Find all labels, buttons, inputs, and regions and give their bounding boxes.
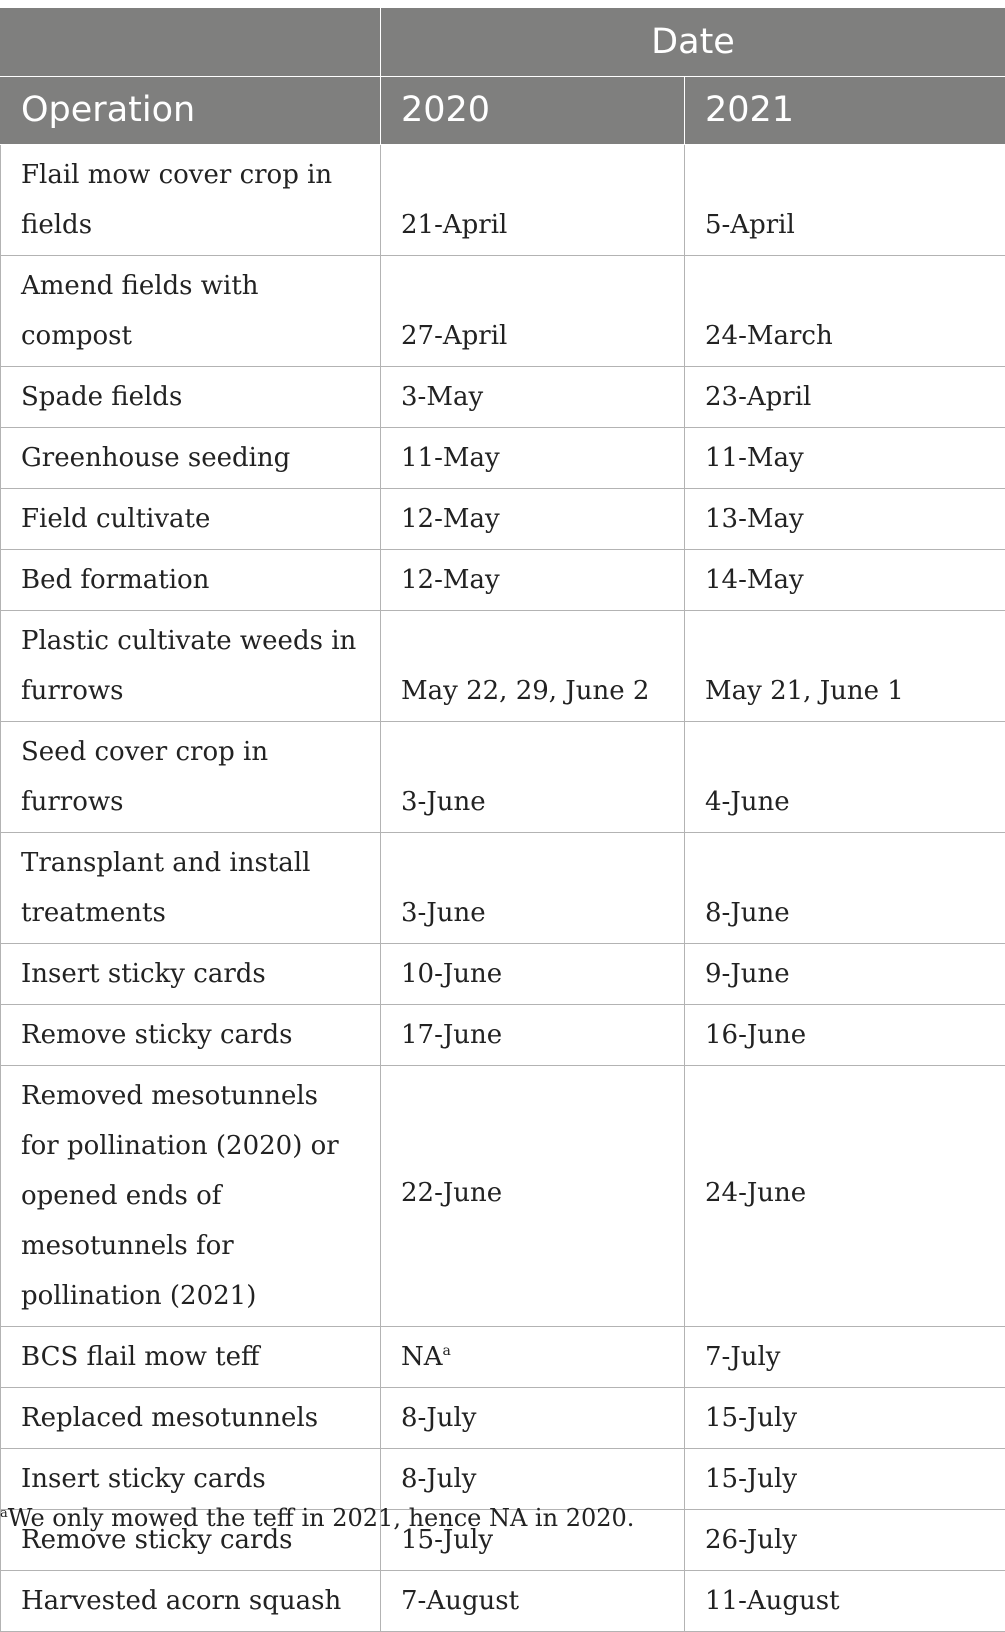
date-2020-cell: 8-July bbox=[381, 1387, 685, 1448]
table-row bbox=[1, 255, 1005, 366]
date-2021-cell: 15-July bbox=[685, 1448, 1005, 1509]
date-2020-cell: 3-June bbox=[381, 832, 685, 943]
operation-cell: Flail mow cover crop in fields bbox=[1, 144, 381, 255]
date-2020-cell: 8-July bbox=[381, 1448, 685, 1509]
date-2021-cell: 5-April bbox=[685, 144, 1005, 255]
table-row bbox=[1, 832, 1005, 943]
operation-cell: Transplant and install treatments bbox=[1, 832, 381, 943]
table-row bbox=[1, 1065, 1005, 1326]
table-row bbox=[1, 1326, 1005, 1387]
operation-cell: Remove sticky cards bbox=[1, 1509, 381, 1570]
operation-cell: Amend fields with compost bbox=[1, 255, 381, 366]
operation-cell: Harvested acorn squash bbox=[1, 1570, 381, 1631]
date-2021-cell: 24-March bbox=[685, 255, 1005, 366]
table-row bbox=[1, 488, 1005, 549]
date-2021-cell: 24-June bbox=[685, 1065, 1005, 1326]
date-2021-cell: 9-June bbox=[685, 943, 1005, 1004]
date-2021-cell: 11-August bbox=[685, 1570, 1005, 1631]
date-2021-cell: 26-July bbox=[685, 1509, 1005, 1570]
date-2021-cell: 14-May bbox=[685, 549, 1005, 610]
date-2020-cell: 15-July bbox=[381, 1509, 685, 1570]
operation-cell: Remove sticky cards bbox=[1, 1004, 381, 1065]
operation-cell: Plastic cultivate weeds in furrows bbox=[1, 610, 381, 721]
date-2020-cell: 12-May bbox=[381, 488, 685, 549]
footnote-marker: a bbox=[0, 1506, 8, 1521]
header-column-row bbox=[1, 76, 1005, 144]
operation-cell: Removed mesotunnels for pollination (2020) or opened ends of mesotunnels for pollination (2021) bbox=[1, 1065, 381, 1326]
table-row bbox=[1, 549, 1005, 610]
date-2020-cell: 27-April bbox=[381, 255, 685, 366]
operation-cell: Seed cover crop in furrows bbox=[1, 721, 381, 832]
date-2021-cell: 7-July bbox=[685, 1326, 1005, 1387]
date-2020-cell: 22-June bbox=[381, 1065, 685, 1326]
date-2021-cell: 8-June bbox=[685, 832, 1005, 943]
date-2020-cell: 12-May bbox=[381, 549, 685, 610]
operation-cell: Insert sticky cards bbox=[1, 1448, 381, 1509]
table-row bbox=[1, 427, 1005, 488]
table-row bbox=[1, 366, 1005, 427]
date-2021-cell: 13-May bbox=[685, 488, 1005, 549]
table-row bbox=[1, 610, 1005, 721]
table-row bbox=[1, 1570, 1005, 1631]
date-2020-cell bbox=[381, 1326, 685, 1387]
operation-cell: Greenhouse seeding bbox=[1, 427, 381, 488]
table-row bbox=[1, 1448, 1005, 1509]
operation-cell: BCS flail mow teff bbox=[1, 1326, 381, 1387]
operation-cell: Replaced mesotunnels bbox=[1, 1387, 381, 1448]
date-2021-cell: 23-April bbox=[685, 366, 1005, 427]
date-2021-cell: 11-May bbox=[685, 427, 1005, 488]
header-blank-cell bbox=[1, 8, 381, 76]
table-footnote bbox=[0, 1504, 634, 1532]
table-row bbox=[1, 1004, 1005, 1065]
footnote-text: We only mowed the teff in 2021, hence NA in 2020. bbox=[8, 1504, 635, 1532]
date-2020-cell: 3-May bbox=[381, 366, 685, 427]
date-2020-cell: 7-August bbox=[381, 1570, 685, 1631]
operation-cell: Spade fields bbox=[1, 366, 381, 427]
table-row bbox=[1, 721, 1005, 832]
date-value: NA bbox=[401, 1342, 443, 1372]
header-2020: 2020 bbox=[381, 76, 685, 144]
footnote-marker: a bbox=[443, 1343, 451, 1359]
table-row bbox=[1, 144, 1005, 255]
operation-cell: Field cultivate bbox=[1, 488, 381, 549]
date-2020-cell: 3-June bbox=[381, 721, 685, 832]
header-group-row bbox=[1, 8, 1005, 76]
operations-table bbox=[0, 8, 1005, 1632]
date-2021-cell: 4-June bbox=[685, 721, 1005, 832]
header-operation: Operation bbox=[1, 76, 381, 144]
date-2020-cell: 11-May bbox=[381, 427, 685, 488]
date-2020-cell: 21-April bbox=[381, 144, 685, 255]
header-date: Date bbox=[381, 8, 1005, 76]
date-2021-cell: 16-June bbox=[685, 1004, 1005, 1065]
date-2020-cell: 10-June bbox=[381, 943, 685, 1004]
operation-cell: Insert sticky cards bbox=[1, 943, 381, 1004]
table-row bbox=[1, 943, 1005, 1004]
date-2021-cell: 15-July bbox=[685, 1387, 1005, 1448]
date-2020-cell: May 22, 29, June 2 bbox=[381, 610, 685, 721]
date-2020-cell: 17-June bbox=[381, 1004, 685, 1065]
date-2021-cell: May 21, June 1 bbox=[685, 610, 1005, 721]
operation-cell: Bed formation bbox=[1, 549, 381, 610]
table-row bbox=[1, 1387, 1005, 1448]
header-2021: 2021 bbox=[685, 76, 1005, 144]
